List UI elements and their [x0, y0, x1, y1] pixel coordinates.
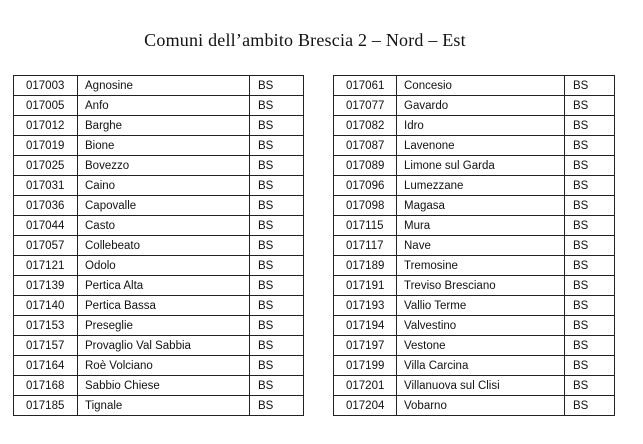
table-row: [334, 236, 615, 256]
municipality-name-cell: Vestone: [397, 336, 565, 356]
municipality-code-cell: 017204: [334, 396, 397, 416]
municipality-name-cell: Vobarno: [397, 396, 565, 416]
municipality-table-4: [333, 255, 615, 416]
municipality-code-cell: 017012: [14, 116, 78, 136]
municipality-name-cell: Capovalle: [78, 196, 250, 216]
province-cell: BS: [250, 336, 304, 356]
municipality-code-cell: 017003: [14, 76, 78, 96]
municipality-name-cell: Nave: [397, 236, 565, 256]
table-row: [334, 256, 615, 276]
province-cell: BS: [250, 396, 304, 416]
table-row: [14, 396, 304, 416]
municipality-name-cell: Pertica Alta: [78, 276, 250, 296]
municipality-code-cell: 017153: [14, 316, 78, 336]
province-cell: BS: [565, 276, 615, 296]
table-row: [334, 296, 615, 316]
table-row: [14, 316, 304, 336]
table-row: [334, 276, 615, 296]
municipality-name-cell: Villa Carcina: [397, 356, 565, 376]
municipality-code-cell: 017087: [334, 136, 397, 156]
province-cell: BS: [250, 76, 304, 96]
municipality-name-cell: Anfo: [78, 96, 250, 116]
municipality-name-cell: Idro: [397, 116, 565, 136]
municipality-name-cell: Caino: [78, 176, 250, 196]
table-row: [14, 356, 304, 376]
province-cell: BS: [250, 256, 304, 276]
province-cell: BS: [565, 396, 615, 416]
province-cell: BS: [565, 156, 615, 176]
municipality-name-cell: Tremosine: [397, 256, 565, 276]
municipality-name-cell: Lumezzane: [397, 176, 565, 196]
province-cell: BS: [565, 76, 615, 96]
municipality-code-cell: 017117: [334, 236, 397, 256]
municipality-code-cell: 017140: [14, 296, 78, 316]
municipality-table-2: [333, 75, 615, 256]
municipality-name-cell: Pertica Bassa: [78, 296, 250, 316]
table-row: [14, 196, 304, 216]
table-row: [14, 256, 304, 276]
municipality-code-cell: 017025: [14, 156, 78, 176]
table-row: [334, 356, 615, 376]
municipality-code-cell: 017121: [14, 256, 78, 276]
municipality-table-3: [13, 255, 304, 416]
province-cell: BS: [250, 296, 304, 316]
page-title: Comuni dell’ambito Brescia 2 – Nord – Est: [144, 30, 466, 50]
province-cell: BS: [565, 116, 615, 136]
municipality-code-cell: 017089: [334, 156, 397, 176]
table-row: [14, 136, 304, 156]
municipality-code-cell: 017036: [14, 196, 78, 216]
municipality-name-cell: Limone sul Garda: [397, 156, 565, 176]
municipality-name-cell: Vallio Terme: [397, 296, 565, 316]
province-cell: BS: [250, 236, 304, 256]
municipality-name-cell: Valvestino: [397, 316, 565, 336]
table-row: [334, 176, 615, 196]
table-row: [334, 76, 615, 96]
municipality-code-cell: 017201: [334, 376, 397, 396]
table-row: [14, 276, 304, 296]
province-cell: BS: [250, 116, 304, 136]
municipality-code-cell: 017082: [334, 116, 397, 136]
province-cell: BS: [565, 356, 615, 376]
municipality-name-cell: Roè Volciano: [78, 356, 250, 376]
municipality-name-cell: Magasa: [397, 196, 565, 216]
municipality-name-cell: Concesio: [397, 76, 565, 96]
table-row: [334, 196, 615, 216]
province-cell: BS: [250, 276, 304, 296]
municipality-code-cell: 017193: [334, 296, 397, 316]
municipality-name-cell: Provaglio Val Sabbia: [78, 336, 250, 356]
municipality-name-cell: Odolo: [78, 256, 250, 276]
province-cell: BS: [250, 156, 304, 176]
municipality-code-cell: 017157: [14, 336, 78, 356]
table-row: [14, 216, 304, 236]
municipality-code-cell: 017096: [334, 176, 397, 196]
table-row: [14, 376, 304, 396]
municipality-name-cell: Barghe: [78, 116, 250, 136]
province-cell: BS: [565, 196, 615, 216]
province-cell: BS: [565, 376, 615, 396]
municipality-code-cell: 017199: [334, 356, 397, 376]
table-row: [334, 216, 615, 236]
province-cell: BS: [565, 96, 615, 116]
municipality-code-cell: 017031: [14, 176, 78, 196]
table-row: [14, 336, 304, 356]
table-row: [334, 376, 615, 396]
municipality-code-cell: 017185: [14, 396, 78, 416]
province-cell: BS: [565, 236, 615, 256]
province-cell: BS: [250, 216, 304, 236]
table-row: [334, 316, 615, 336]
municipality-code-cell: 017019: [14, 136, 78, 156]
municipality-code-cell: 017044: [14, 216, 78, 236]
table-row: [334, 116, 615, 136]
table-row: [334, 336, 615, 356]
municipality-name-cell: Sabbio Chiese: [78, 376, 250, 396]
municipality-name-cell: Bovezzo: [78, 156, 250, 176]
municipality-name-cell: Villanuova sul Clisi: [397, 376, 565, 396]
municipality-code-cell: 017098: [334, 196, 397, 216]
province-cell: BS: [250, 136, 304, 156]
municipality-code-cell: 017191: [334, 276, 397, 296]
table-row: [14, 76, 304, 96]
table-row: [334, 96, 615, 116]
municipality-name-cell: Gavardo: [397, 96, 565, 116]
municipality-name-cell: Lavenone: [397, 136, 565, 156]
table-row: [14, 236, 304, 256]
municipality-name-cell: Casto: [78, 216, 250, 236]
province-cell: BS: [565, 316, 615, 336]
municipality-code-cell: 017189: [334, 256, 397, 276]
table-row: [334, 396, 615, 416]
municipality-code-cell: 017005: [14, 96, 78, 116]
province-cell: BS: [565, 176, 615, 196]
municipality-name-cell: Agnosine: [78, 76, 250, 96]
municipality-code-cell: 017168: [14, 376, 78, 396]
municipality-name-cell: Mura: [397, 216, 565, 236]
province-cell: BS: [565, 216, 615, 236]
table-row: [334, 136, 615, 156]
municipality-name-cell: Collebeato: [78, 236, 250, 256]
table-row: [14, 96, 304, 116]
municipality-code-cell: 017194: [334, 316, 397, 336]
table-row: [14, 156, 304, 176]
table-row: [14, 116, 304, 136]
province-cell: BS: [250, 356, 304, 376]
municipality-name-cell: Tignale: [78, 396, 250, 416]
table-row: [14, 176, 304, 196]
province-cell: BS: [250, 196, 304, 216]
municipality-code-cell: 017197: [334, 336, 397, 356]
province-cell: BS: [565, 256, 615, 276]
municipality-name-cell: Bione: [78, 136, 250, 156]
municipality-name-cell: Treviso Bresciano: [397, 276, 565, 296]
province-cell: BS: [250, 376, 304, 396]
municipality-code-cell: 017057: [14, 236, 78, 256]
province-cell: BS: [565, 336, 615, 356]
municipality-code-cell: 017115: [334, 216, 397, 236]
province-cell: BS: [250, 316, 304, 336]
province-cell: BS: [565, 136, 615, 156]
municipality-table-1: [13, 75, 304, 256]
province-cell: BS: [250, 176, 304, 196]
province-cell: BS: [250, 96, 304, 116]
municipality-code-cell: 017164: [14, 356, 78, 376]
table-row: [334, 156, 615, 176]
municipality-code-cell: 017139: [14, 276, 78, 296]
table-row: [14, 296, 304, 316]
municipality-code-cell: 017061: [334, 76, 397, 96]
municipality-name-cell: Preseglie: [78, 316, 250, 336]
municipality-code-cell: 017077: [334, 96, 397, 116]
province-cell: BS: [565, 296, 615, 316]
